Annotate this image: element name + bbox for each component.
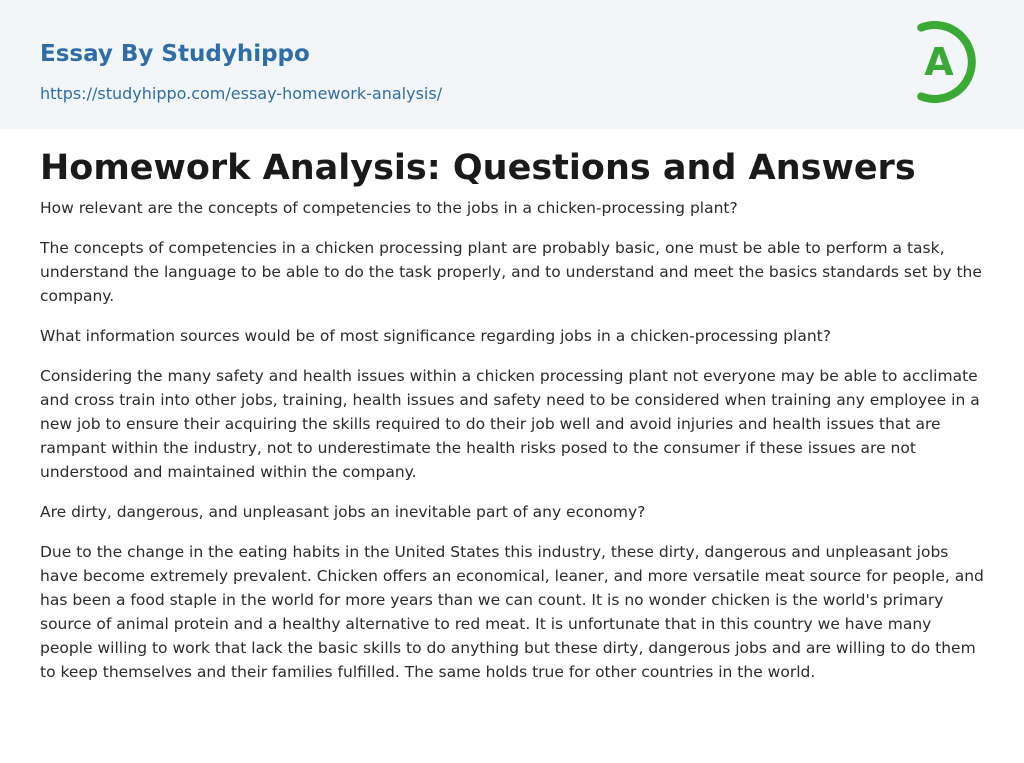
brand-title[interactable]: Essay By Studyhippo — [40, 41, 310, 67]
answer-3: Due to the change in the eating habits in the United States this industry, these dirty, dangerous and unpleasant jobs have become extremely prevalent. Chicken offers an economical, leaner, and more versatile meat source for people, and has been a food staple in the world for more years than we can count. It is no wonder chicken is the world's primary source of animal protein and a healthy alternative to red meat. It is unfortunate that in this country we have many people willing to work that lack the basic skills to do anything but these dirty, dangerous jobs and are willing to do them to keep themselves and their families fulfilled. The same holds true for other countries in the world. — [40, 543, 984, 681]
article-content — [40, 144, 985, 700]
logo-letter: A — [924, 40, 954, 84]
essay-url-link[interactable]: https://studyhippo.com/essay-homework-analysis/ — [40, 84, 443, 103]
question-3: Are dirty, dangerous, and unpleasant jobs an inevitable part of any economy? — [40, 503, 646, 521]
answer-1: The concepts of competencies in a chicken processing plant are probably basic, one must be able to perform a task, understand the language to be able to do the task properly, and to understand and meet the basics standards set by the company. — [40, 239, 982, 305]
question-2: What information sources would be of most significance regarding jobs in a chicken-processing plant? — [40, 327, 831, 345]
question-1: How relevant are the concepts of competencies to the jobs in a chicken-processing plant? — [40, 199, 738, 217]
answer-2: Considering the many safety and health issues within a chicken processing plant not everyone may be able to acclimate and cross train into other jobs, training, health issues and safety need to be considered when training any employee in a new job to ensure their acquiring the skills required to do their job well and avoid injuries and health issues that are rampant within the industry, not to underestimate the health risks posed to the consumer if these issues are not understood and maintained within the company. — [40, 367, 980, 481]
article-title: Homework Analysis: Questions and Answers — [40, 148, 916, 188]
site-header — [0, 0, 1024, 129]
studyhippo-logo-icon[interactable] — [906, 18, 990, 106]
